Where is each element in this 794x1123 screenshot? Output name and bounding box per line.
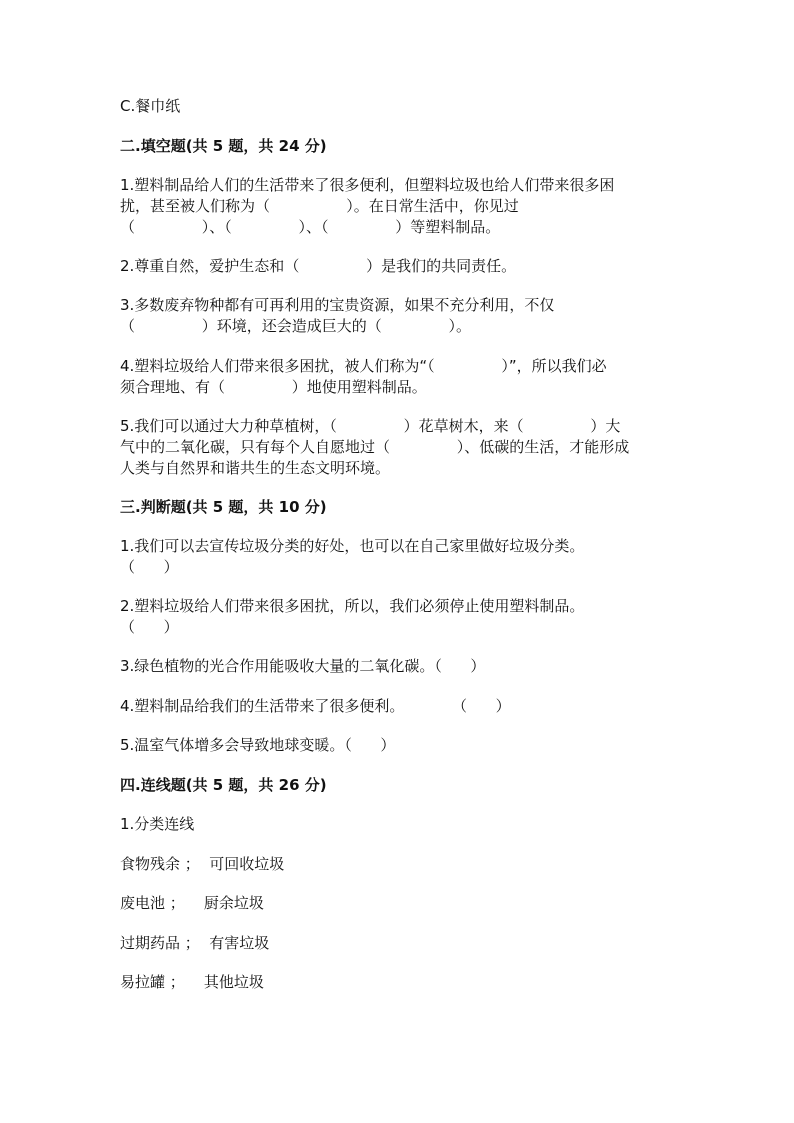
match-pair: 食物残余 ； 可回收垃圾 [120, 855, 285, 873]
s2-q1-line1: 1.塑料制品给人们的生活带来了很多便利，但塑料垃圾也给人们带来很多困 [120, 176, 615, 194]
s3-q5-line1: 5.温室气体增多会导致地球变暖。（ ） [120, 736, 396, 754]
s3-q1-line1: 1.我们可以去宣传垃圾分类的好处，也可以在自己家里做好垃圾分类。 [120, 537, 585, 555]
s2-q5-line3: 人类与自然界和谐共生的生态文明环境。 [120, 459, 391, 477]
s3-q2-line1: 2.塑料垃圾给人们带来很多困扰，所以，我们必须停止使用塑料制品。 [120, 597, 585, 615]
section-3-title: 三.判断题(共 5 题，共 10 分) [120, 498, 327, 516]
s2-q5-line1: 5.我们可以通过大力种草植树，（ ）花草树木，来（ ）大 [120, 417, 621, 435]
match-pair: 废电池 ； 厨余垃圾 [120, 894, 264, 912]
section-2-title: 二.填空题(共 5 题，共 24 分) [120, 137, 327, 155]
s2-q5-line2: 气中的二氧化碳，只有每个人自愿地过（ ）、低碳的生活，才能形成 [120, 438, 630, 456]
s3-q3-line1: 3.绿色植物的光合作用能吸收大量的二氧化碳。（ ） [120, 657, 486, 675]
match-pair: 易拉罐 ； 其他垃圾 [120, 973, 264, 991]
s3-q1-answer: （ ） [120, 558, 179, 576]
section-4-title: 四.连线题(共 5 题，共 26 分) [120, 776, 327, 794]
s2-q4-line1: 4.塑料垃圾给人们带来很多困扰，被人们称为“（ ）”，所以我们必 [120, 357, 607, 375]
s3-q4-line1: 4.塑料制品给我们的生活带来了很多便利。 （ ） [120, 697, 511, 715]
s4-q1-title: 1.分类连线 [120, 815, 195, 833]
s2-q4-line2: 须合理地、有（ ）地使用塑料制品。 [120, 378, 427, 396]
s2-q2-line1: 2.尊重自然，爱护生态和（ ）是我们的共同责任。 [120, 257, 517, 275]
s2-q1-line2: 扰，甚至被人们称为（ ）。在日常生活中，你见过 [120, 197, 519, 215]
s3-q2-answer: （ ） [120, 618, 179, 636]
match-pair: 过期药品 ； 有害垃圾 [120, 934, 270, 952]
s2-q3-line1: 3.多数废弃物种都有可再利用的宝贵资源，如果不充分利用，不仅 [120, 296, 555, 314]
option-c: C.餐巾纸 [120, 97, 181, 115]
s2-q3-line2: （ ）环境，还会造成巨大的（ ）。 [120, 317, 472, 335]
s2-q1-line3: （ ）、（ ）、（ ）等塑料制品。 [120, 218, 501, 236]
